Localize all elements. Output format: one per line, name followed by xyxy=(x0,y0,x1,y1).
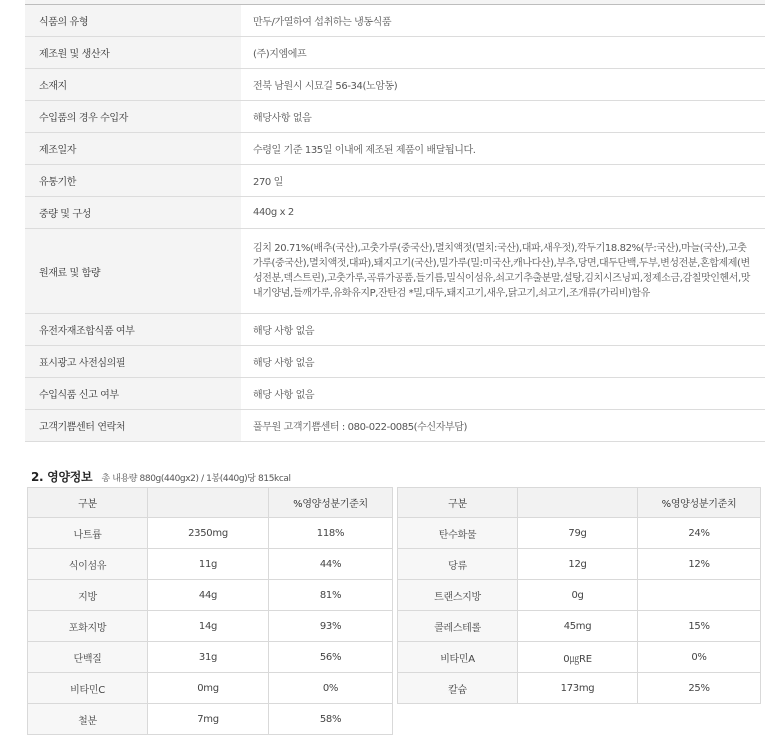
nutrient-amount: 31g xyxy=(148,642,269,673)
info-value: 전북 남원시 시묘길 56-34(노암동) xyxy=(241,69,765,101)
nutrition-header-row xyxy=(398,488,761,518)
nutrient-name: 칼슘 xyxy=(398,673,518,704)
nutrient-amount: 0㎍RE xyxy=(518,642,638,673)
info-label: 유통기한 xyxy=(25,165,241,197)
info-value: 만두/가열하여 섭취하는 냉동식품 xyxy=(241,5,765,37)
nutrient-pct: 24% xyxy=(638,518,761,549)
nutrient-row xyxy=(28,580,393,611)
nutrition-header-row xyxy=(28,488,393,518)
nutrient-amount: 79g xyxy=(518,518,638,549)
ingredients-value: 김치 20.71%(배추(국산),고춧가루(중국산),멸치액젓(멸치:국산),대파,새우젓),깍두기18.82%(무:국산),마늘(국산),고춧가루(중국산),멸치액젓,대파),돼지고기(국산),밀가루(밀:미국산,캐나다산),부추,당면,대두단백,두부,변성전분,혼합제제(변성전분,덱스트린),고춧가루,곡류가공품,들기름,밀식이섬유,쇠고기추출분말,설탕,김치시즈닝피,정제소금,감칠맛인헨서,맛내기양념,들깨가루,유화유지P,잔탄검 *밀,대두,돼지고기,새우,닭고기,쇠고기,조개류(가리비)함유 xyxy=(241,229,765,314)
info-label: 수입식품 신고 여부 xyxy=(25,378,241,410)
nutrient-pct: 44% xyxy=(269,549,393,580)
nutrient-amount: 2350mg xyxy=(148,518,269,549)
nutrition-table-left xyxy=(27,487,393,735)
info-value: 수령일 기준 135일 이내에 제조된 제품이 배달됩니다. xyxy=(241,133,765,165)
nutrient-amount: 173mg xyxy=(518,673,638,704)
nutrient-amount: 0mg xyxy=(148,673,269,704)
nutrient-row xyxy=(28,611,393,642)
nutrient-name: 단백질 xyxy=(28,642,148,673)
info-label: 소재지 xyxy=(25,69,241,101)
nutrient-pct: 81% xyxy=(269,580,393,611)
nutrient-name: 콜레스테롤 xyxy=(398,611,518,642)
info-row xyxy=(25,133,765,165)
info-row xyxy=(25,165,765,197)
info-row xyxy=(25,5,765,37)
info-label: 수입품의 경우 수입자 xyxy=(25,101,241,133)
nutrient-pct: 58% xyxy=(269,704,393,735)
info-row xyxy=(25,410,765,442)
info-row xyxy=(25,101,765,133)
nutrient-name: 지방 xyxy=(28,580,148,611)
info-value: (주)지엠에프 xyxy=(241,37,765,69)
nutrient-name: 당류 xyxy=(398,549,518,580)
nutrient-row xyxy=(398,642,761,673)
header-amount xyxy=(518,488,638,518)
info-row xyxy=(25,314,765,346)
header-daily-value: %영양성분기준치 xyxy=(638,488,761,518)
nutrient-name: 식이섬유 xyxy=(28,549,148,580)
nutrient-amount: 45mg xyxy=(518,611,638,642)
header-category: 구분 xyxy=(28,488,148,518)
nutrient-name: 포화지방 xyxy=(28,611,148,642)
nutrient-row xyxy=(28,518,393,549)
nutrient-amount: 11g xyxy=(148,549,269,580)
nutrient-pct: 93% xyxy=(269,611,393,642)
info-value: 해당사항 없음 xyxy=(241,101,765,133)
info-value: 풀무원 고객기쁨센터 : 080-022-0085(수신자부담) xyxy=(241,410,765,442)
nutrient-row xyxy=(398,580,761,611)
nutrient-row xyxy=(28,549,393,580)
info-value: 440g x 2 xyxy=(241,197,765,229)
nutrient-name: 비타민C xyxy=(28,673,148,704)
info-row xyxy=(25,346,765,378)
nutrient-name: 탄수화물 xyxy=(398,518,518,549)
info-label: 제조일자 xyxy=(25,133,241,165)
info-label: 고객기쁨센터 연락처 xyxy=(25,410,241,442)
header-category: 구분 xyxy=(398,488,518,518)
info-row xyxy=(25,197,765,229)
info-label: 유전자재조합식품 여부 xyxy=(25,314,241,346)
nutrient-pct: 56% xyxy=(269,642,393,673)
nutrient-row xyxy=(28,673,393,704)
nutrient-name: 철분 xyxy=(28,704,148,735)
nutrition-subtitle: 총 내용량 880g(440gx2) / 1봉(440g)당 815kcal xyxy=(101,474,291,484)
info-label: 중량 및 구성 xyxy=(25,197,241,229)
nutrition-title: 2. 영양정보 xyxy=(31,470,93,484)
info-label: 표시광고 사전심의필 xyxy=(25,346,241,378)
info-value: 해당 사항 없음 xyxy=(241,346,765,378)
nutrient-pct: 118% xyxy=(269,518,393,549)
nutrient-pct: 15% xyxy=(638,611,761,642)
nutrient-pct: 0% xyxy=(638,642,761,673)
nutrient-row xyxy=(398,673,761,704)
header-amount xyxy=(148,488,269,518)
nutrient-pct xyxy=(638,580,761,611)
nutrient-row xyxy=(28,642,393,673)
nutrient-pct: 0% xyxy=(269,673,393,704)
nutrient-amount: 44g xyxy=(148,580,269,611)
nutrient-pct: 12% xyxy=(638,549,761,580)
nutrition-table-right xyxy=(397,487,761,704)
nutrient-name: 비타민A xyxy=(398,642,518,673)
header-daily-value: %영양성분기준치 xyxy=(269,488,393,518)
info-value: 해당 사항 없음 xyxy=(241,378,765,410)
info-value: 해당 사항 없음 xyxy=(241,314,765,346)
nutrient-pct: 25% xyxy=(638,673,761,704)
info-label: 제조원 및 생산자 xyxy=(25,37,241,69)
nutrient-name: 트랜스지방 xyxy=(398,580,518,611)
nutrient-amount: 14g xyxy=(148,611,269,642)
nutrition-heading xyxy=(31,466,291,485)
info-label: 식품의 유형 xyxy=(25,5,241,37)
info-value: 270 일 xyxy=(241,165,765,197)
nutrient-amount: 12g xyxy=(518,549,638,580)
nutrient-row xyxy=(398,518,761,549)
info-row xyxy=(25,37,765,69)
nutrient-name: 나트륨 xyxy=(28,518,148,549)
info-row xyxy=(25,69,765,101)
nutrient-amount: 7mg xyxy=(148,704,269,735)
nutrient-amount: 0g xyxy=(518,580,638,611)
info-row xyxy=(25,378,765,410)
product-info-table xyxy=(25,4,765,442)
nutrient-row xyxy=(28,704,393,735)
info-row xyxy=(25,229,765,314)
nutrient-row xyxy=(398,549,761,580)
nutrient-row xyxy=(398,611,761,642)
info-label: 원재료 및 함량 xyxy=(25,229,241,314)
